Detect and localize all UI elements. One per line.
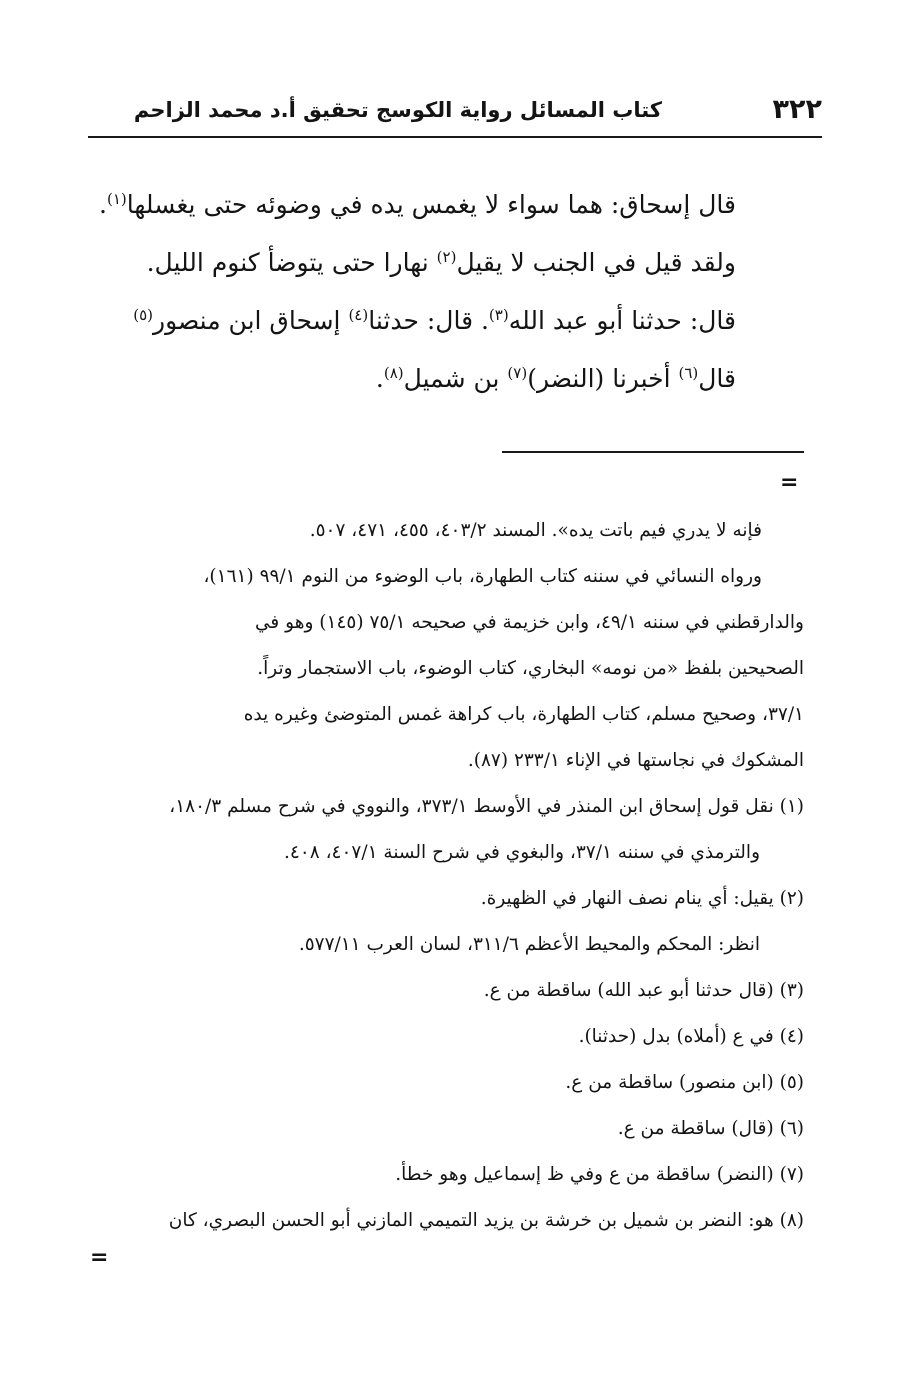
main-line — [96, 292, 736, 350]
main-text-segment: قال — [698, 364, 736, 393]
main-text-segment: . — [99, 190, 107, 219]
footnote-line: (٧) (النضر) ساقطة من ع وفي ظ إسماعيل وهو خطأ. — [395, 1164, 804, 1185]
footnote-ref: (٣) — [488, 306, 509, 324]
footnote-line: الصحيحين بلفظ «من نومه» البخاري، كتاب الوضوء، باب الاستجمار وتراً. — [257, 658, 804, 679]
continuation-mark-bottom: = — [90, 1245, 109, 1270]
footnote-ref: (٤) — [348, 306, 369, 324]
footnote-line: فإنه لا يدري فيم باتت يده». المسند ٤٠٣/٢، ٤٥٥، ٤٧١، ٥٠٧. — [309, 520, 762, 541]
running-title: كتاب المسائل رواية الكوسج تحقيق أ.د محمد الزاحم — [133, 98, 662, 122]
footnote-line: المشكوك في نجاستها في الإناء ٢٣٣/١ (٨٧). — [467, 750, 804, 771]
main-line — [96, 350, 736, 408]
footnote-line: ورواه النسائي في سننه كتاب الطهارة، باب الوضوء من النوم ٩٩/١ (١٦١)، — [203, 566, 762, 587]
main-text-segment: قال: حدثنا أبو عبد الله — [508, 306, 736, 335]
main-line — [96, 176, 736, 234]
main-text-segment: نهارا حتى يتوضأ كنوم الليل. — [146, 248, 437, 277]
footnote-line: (٤) في ع (أملاه) بدل (حدثنا). — [578, 1026, 804, 1047]
footnote-ref: (٥) — [133, 306, 153, 324]
footnote-line: (١) نقل قول إسحاق ابن المنذر في الأوسط ٣٧٣/١، والنووي في شرح مسلم ١٨٠/٣، — [169, 796, 804, 817]
main-line — [96, 234, 736, 292]
footnote-line: والترمذي في سننه ٣٧/١، والبغوي في شرح السنة ٤٠٧/١، ٤٠٨. — [283, 842, 760, 863]
footnote-line: (٦) (قال) ساقطة من ع. — [617, 1118, 804, 1139]
footnote-line: (٢) يقيل: أي ينام نصف النهار في الظهيرة. — [480, 888, 804, 909]
main-text-segment: بن شميل — [403, 364, 508, 393]
footnote-line: (٣) (قال حدثنا أبو عبد الله) ساقطة من ع. — [483, 980, 804, 1001]
footnote-line: (٥) (ابن منصور) ساقطة من ع. — [565, 1072, 804, 1093]
footnote-ref: (١) — [107, 190, 127, 208]
page-number: ٣٢٢ — [772, 94, 822, 125]
footnote-separator — [502, 451, 804, 453]
main-text-segment: أخبرنا (النضر) — [527, 364, 679, 393]
continuation-mark-top: = — [780, 470, 799, 495]
footnote-line: انظر: المحكم والمحيط الأعظم ٣١١/٦، لسان العرب ٥٧٧/١١. — [298, 934, 760, 955]
footnote-line: ٣٧/١، وصحيح مسلم، كتاب الطهارة، باب كراهة غمس المتوضئ وغيره يده — [243, 704, 804, 725]
main-text-segment: إسحاق ابن منصور — [153, 306, 349, 335]
main-text-segment: قال إسحاق: هما سواء لا يغمس يده في وضوئه حتى يغسلها — [126, 190, 736, 219]
running-header — [88, 92, 822, 138]
footnote-ref: (٧) — [507, 364, 528, 382]
footnote-ref: (٨) — [383, 364, 404, 382]
main-text-segment: . قال: حدثنا — [368, 306, 489, 335]
footnote-ref: (٢) — [436, 248, 457, 266]
main-text-segment: ولقد قيل في الجنب لا يقيل — [456, 248, 736, 277]
footnote-ref: (٦) — [678, 364, 699, 382]
footnotes — [82, 508, 804, 1244]
main-text-segment: . — [375, 364, 384, 393]
main-text — [96, 176, 736, 408]
footnote-line: (٨) هو: النضر بن شميل بن خرشة بن يزيد التميمي المازني أبو الحسن البصري، كان — [168, 1210, 804, 1231]
footnote-line: والدارقطني في سننه ٤٩/١، وابن خزيمة في صحيحه ٧٥/١ (١٤٥) وهو في — [255, 612, 804, 633]
